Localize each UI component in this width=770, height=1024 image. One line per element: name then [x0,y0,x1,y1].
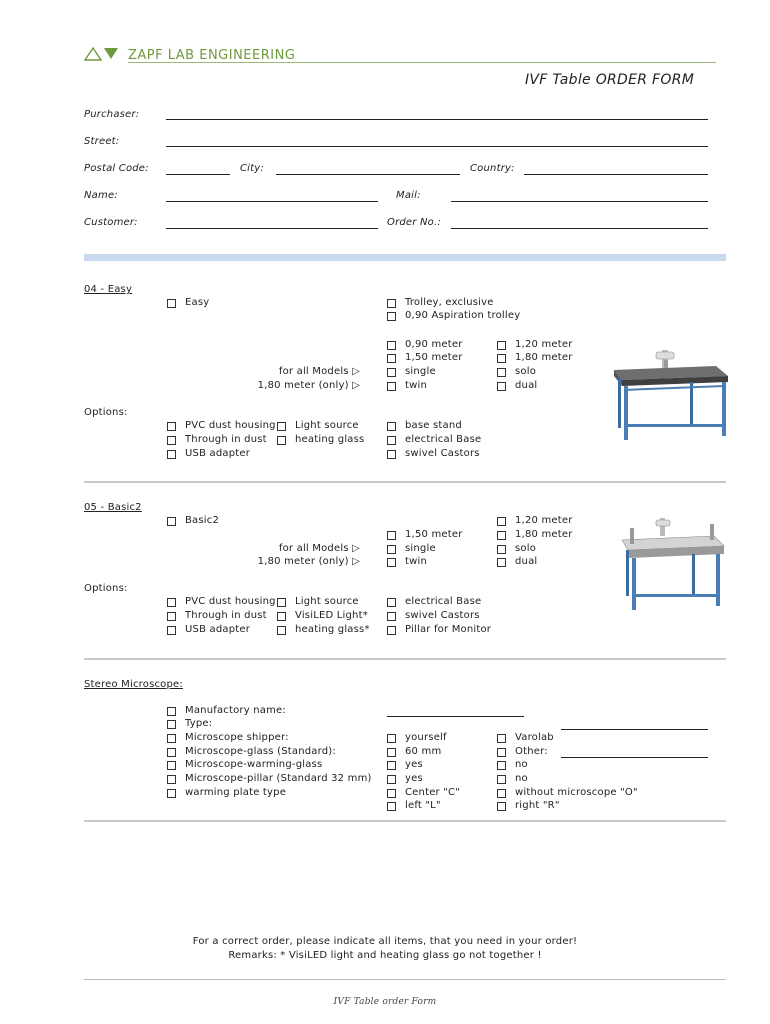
easy-note-all-models: for all Models ▷ [278,366,360,377]
type-field[interactable] [561,729,708,730]
city-label: City: [240,163,264,174]
name-label: Name: [84,190,118,201]
basic2-note-180: 1,80 meter (only) ▷ [257,556,360,567]
customer-field[interactable] [166,228,378,229]
brand-name: ZAPF LAB ENGINEERING [128,48,296,63]
remark-line-2: Remarks: * VisiLED light and heating glass go not together ! [228,950,542,961]
section-band [84,254,726,261]
basic2-heading: 05 - Basic2 [84,502,142,513]
easy-heading: 04 - Easy [84,284,133,295]
purchaser-label: Purchaser: [84,109,140,120]
manufactory-name-field[interactable] [387,716,524,717]
easy-note-180: 1,80 meter (only) ▷ [257,380,360,391]
mail-label: Mail: [396,190,421,201]
basic2-table-image [616,516,728,612]
order-no-field[interactable] [451,228,708,229]
postal-code-field[interactable] [166,174,230,175]
postal-code-label: Postal Code: [84,163,149,174]
city-field[interactable] [276,174,460,175]
easy-options-label: Options: [84,407,128,418]
country-field[interactable] [524,174,708,175]
basic2-options-label: Options: [84,583,128,594]
basic2-note-all-models: for all Models ▷ [278,543,360,554]
page-title: IVF Table ORDER FORM [525,72,695,88]
mail-field[interactable] [451,201,708,202]
separator-easy [84,481,726,483]
purchaser-field[interactable] [166,119,708,120]
street-field[interactable] [166,146,708,147]
header-rule [128,62,716,63]
microscope-heading: Stereo Microscope: [84,679,183,690]
separator-basic2 [84,658,726,660]
name-field[interactable] [166,201,378,202]
customer-label: Customer: [84,217,138,228]
footer-rule [84,979,726,980]
remark-line-1: For a correct order, please indicate all items, that you need in your order! [192,936,578,947]
street-label: Street: [84,136,120,147]
glass-other-field[interactable] [561,757,708,758]
separator-microscope [84,820,726,822]
footer-text: IVF Table order Form [333,997,437,1007]
country-label: Country: [470,163,515,174]
order-no-label: Order No.: [387,217,441,228]
logo-icon [84,46,124,62]
easy-table-image [604,346,734,442]
